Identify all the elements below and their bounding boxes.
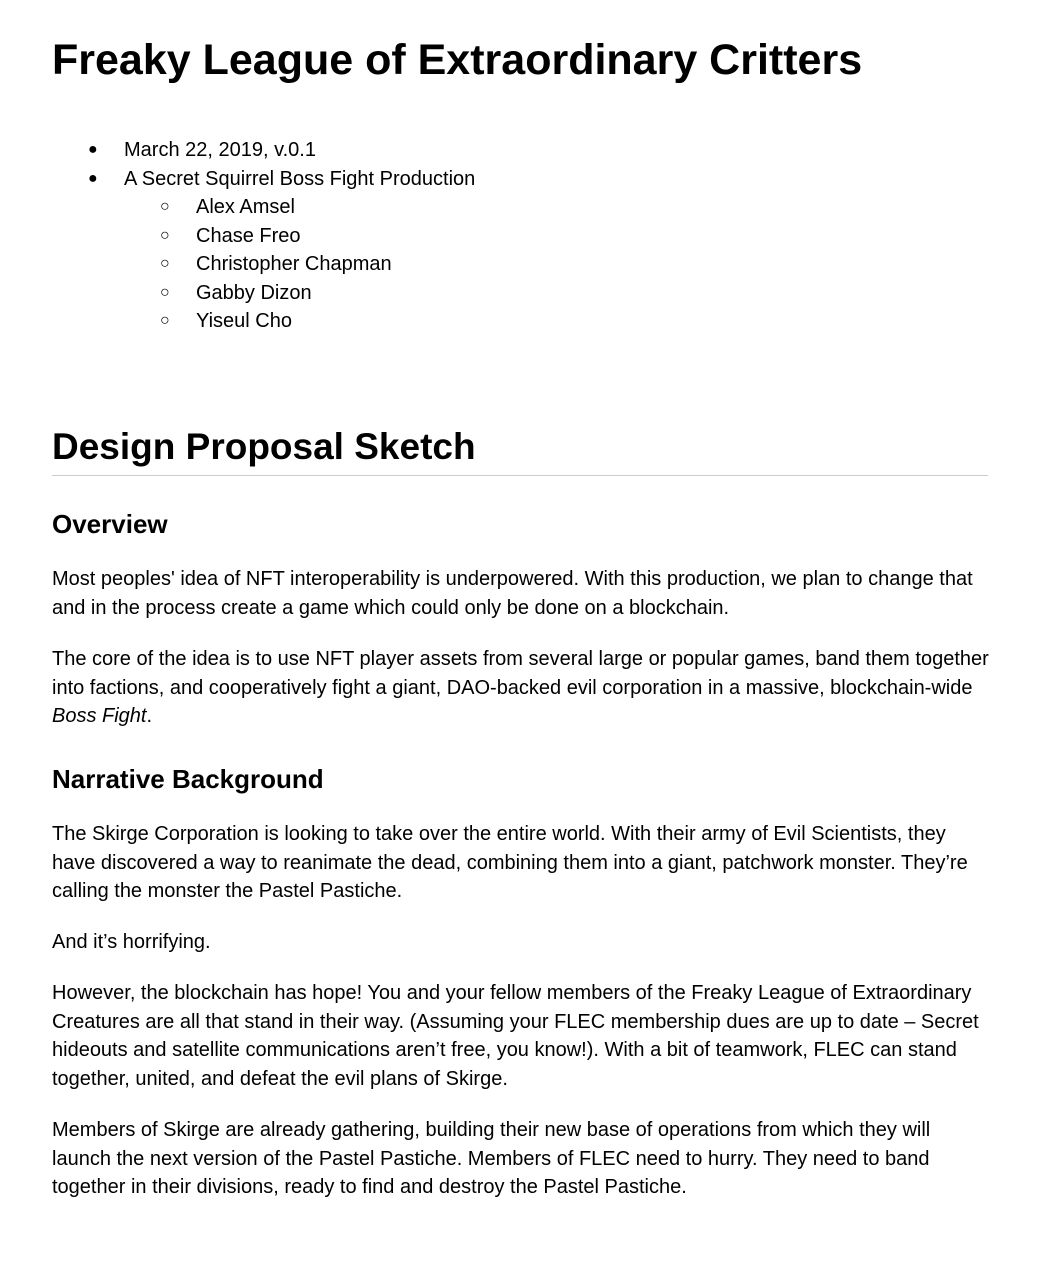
overview-paragraph (52, 645, 992, 731)
team-member-item (124, 222, 475, 251)
document-title: Freaky League of Extraordinary Critters (52, 36, 863, 84)
team-member-name: Yiseul Cho (196, 310, 292, 332)
narrative-paragraph: The Skirge Corporation is looking to take over the entire world. With their army of Evil Scientists, they have discovered a way to reanimate the dead, combining them into a giant, patchwork monster. They’re calling the monster the Pastel Pastiche. (52, 823, 968, 902)
narrative-heading: Narrative Background (52, 764, 324, 794)
team-member-item (124, 193, 475, 222)
team-member-list (124, 193, 475, 336)
meta-item-label: March 22, 2019, v.0.1 (124, 139, 316, 161)
hollow-bullet-icon: ○ (160, 283, 170, 301)
narrative-paragraph: However, the blockchain has hope! You and your fellow members of the Freaky League of Extraordinary Creatures are all that stand in their way. (Assuming your FLEC membership dues are up to date – Secret hideouts and satellite communications aren’t free, you know!). With a bit of teamwork, FLEC can stand together, united, and defeat the evil plans of Skirge. (52, 982, 979, 1090)
meta-item-date (52, 136, 475, 165)
filled-bullet-icon: ● (88, 141, 98, 158)
hollow-bullet-icon: ○ (160, 226, 170, 244)
section-title: Design Proposal Sketch (52, 426, 476, 467)
hollow-bullet-icon: ○ (160, 255, 170, 272)
paragraph-text: The core of the idea is to use NFT player assets from several large or popular games, band them together into factions, and cooperatively fight a giant, DAO-backed evil corporation in a massive, blockchain-wide (52, 648, 989, 699)
section-divider (52, 475, 988, 476)
team-member-name: Gabby Dizon (196, 281, 312, 304)
hollow-bullet-icon: ○ (160, 198, 170, 215)
hollow-bullet-icon: ○ (160, 312, 170, 329)
team-member-item (124, 279, 475, 308)
paragraph-text: . (146, 705, 153, 727)
team-member-item (124, 307, 475, 336)
team-member-name: Christopher Chapman (196, 253, 392, 275)
meta-item-label: A Secret Squirrel Boss Fight Production (124, 167, 476, 190)
narrative-paragraph: And it’s horrifying. (52, 931, 211, 953)
team-member-item (124, 250, 475, 279)
overview-heading: Overview (52, 509, 168, 539)
overview-paragraph: Most peoples' idea of NFT interoperability is underpowered. With this production, we plan to change that and in the process create a game which could only be done on a blockchain. (52, 568, 973, 619)
filled-bullet-icon: ● (88, 169, 98, 187)
meta-item-production (52, 165, 475, 336)
team-member-name: Chase Freo (196, 224, 301, 247)
team-member-name: Alex Amsel (196, 196, 295, 218)
narrative-paragraph: Members of Skirge are already gathering, building their new base of operations from which they will launch the next version of the Pastel Pastiche. Members of FLEC need to hurry. They need to band together in their divisions, ready to find and destroy the Pastel Pastiche. (52, 1119, 931, 1198)
emphasis-text: Boss Fight (52, 705, 147, 727)
meta-list (52, 136, 475, 336)
